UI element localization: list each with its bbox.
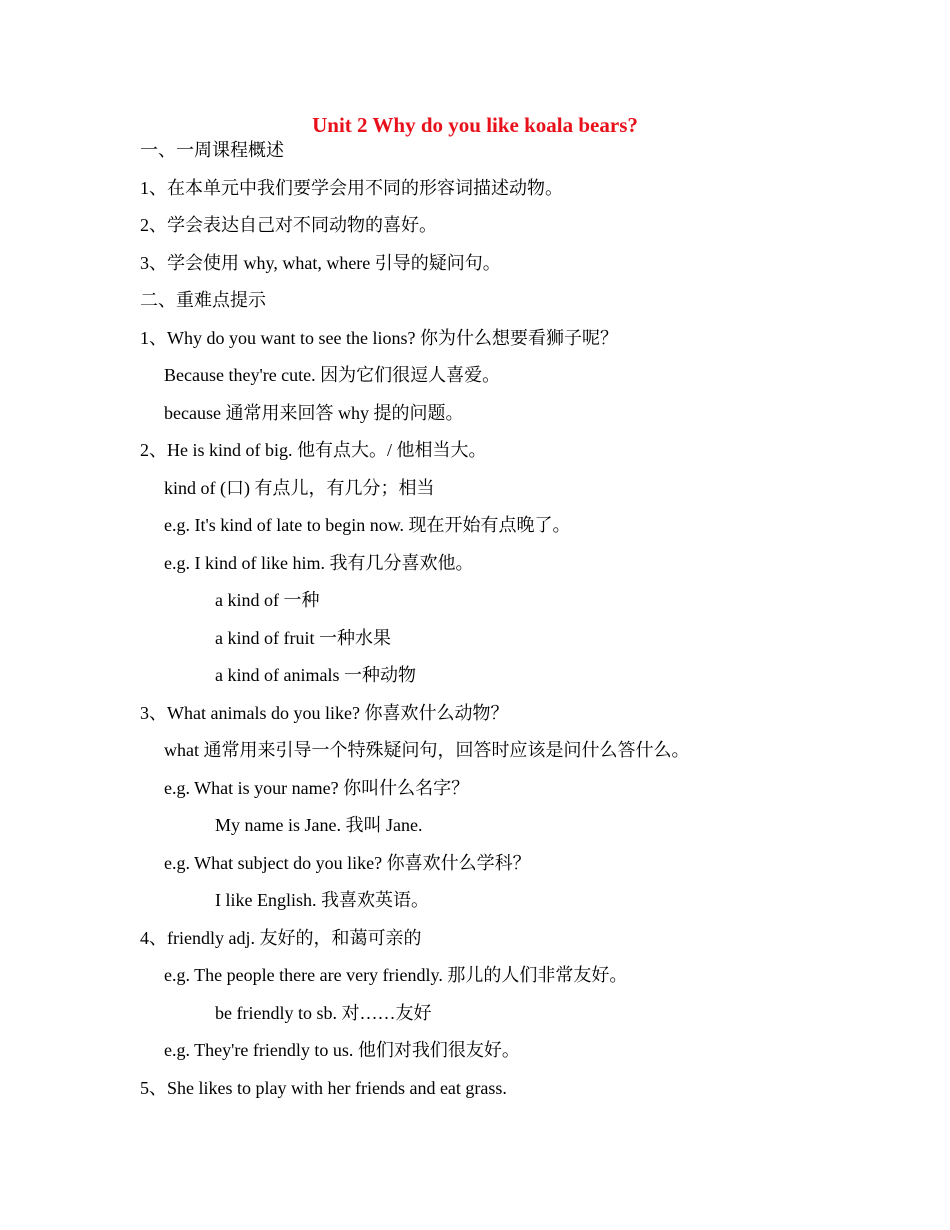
indented-text-line: a kind of 一种 [215,590,320,610]
document-title: Unit 2 Why do you like koala bears? [312,113,638,137]
indented-text-line: because 通常用来回答 why 提的问题。 [164,402,464,423]
indented-text-line: e.g. What subject do you like? 你喜欢什么学科？ [164,852,531,873]
indented-text-line: e.g. I kind of like him. 我有几分喜欢他。 [164,552,474,573]
text-line: 3、学会使用 why, what, where 引导的疑问句。 [140,252,501,273]
text-line: 5、She likes to play with her friends and eat grass. [140,1077,507,1098]
indented-text-line: e.g. They're friendly to us. 他们对我们很友好。 [164,1040,520,1060]
indented-text-line: e.g. What is your name? 你叫什么名字？ [164,777,470,798]
indented-text-line: a kind of animals 一种动物 [215,665,416,685]
indented-text-line: Because they're cute. 因为它们很逗人喜爱。 [164,365,501,385]
indented-text-line: be friendly to sb. 对……友好 [215,1002,432,1023]
text-line: 4、friendly adj. 友好的，和蔼可亲的 [140,927,422,948]
text-line: 二、重难点提示 [140,290,266,310]
indented-text-line: e.g. It's kind of late to begin now. 现在开始有点晚了。 [164,515,571,535]
text-line: 1、Why do you want to see the lions? 你为什么想要看狮子呢？ [140,327,618,348]
indented-text-line: My name is Jane. 我叫 Jane. [215,815,423,835]
indented-text-line: I like English. 我喜欢英语。 [215,890,429,910]
text-line: 一、一周课程概述 [140,140,284,160]
indented-text-line: a kind of fruit 一种水果 [215,627,391,648]
indented-text-line: kind of (口) 有点儿，有几分；相当 [164,477,435,498]
indented-text-line: e.g. The people there are very friendly. 那儿的人们非常友好。 [164,965,628,985]
text-line: 3、What animals do you like? 你喜欢什么动物？ [140,702,509,723]
indented-text-line: what 通常用来引导一个特殊疑问句，回答时应该是问什么答什么。 [164,740,690,760]
text-line: 2、学会表达自己对不同动物的喜好。 [140,215,437,235]
text-line: 2、He is kind of big. 他有点大。/ 他相当大。 [140,440,487,460]
text-line: 1、在本单元中我们要学会用不同的形容词描述动物。 [140,177,563,198]
